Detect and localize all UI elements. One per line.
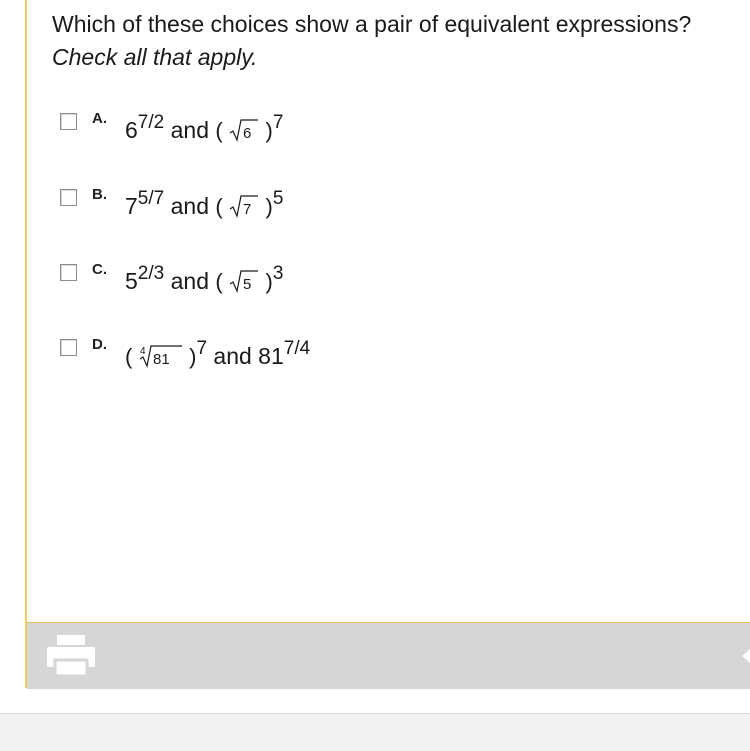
choice-b-expression: $7^{5/7}$ and ( 7 )$^5$ [125,188,284,219]
exponent: 7/4 [283,338,311,359]
question-text: Which of these choices show a pair of equivalent expressions? [52,11,692,37]
exponent: 7/2 [137,112,165,133]
choice-d-checkbox[interactable] [60,339,77,356]
choice-a-letter: A. [92,110,107,127]
outer-exponent: 3 [272,263,284,284]
conjunction: and [170,117,209,143]
question-prompt [52,8,692,74]
choice-c-expression: $5^{2/3}$ and ( 5 )$^3$ [125,263,284,294]
square-root [229,118,259,142]
choice-a-checkbox[interactable] [60,113,77,130]
conjunction: and [170,193,209,219]
outer-exponent: 7 [272,112,284,133]
bottom-bar [0,713,750,751]
choice-b-checkbox[interactable] [60,189,77,206]
exponent: 5/7 [137,188,165,209]
square-root [229,194,259,218]
toolbar [27,622,750,689]
fourth-root [139,344,183,368]
exponent: 2/3 [137,263,165,284]
question-instruction: Check all that apply. [52,44,258,70]
base: 81 [258,343,284,369]
base: 5 [125,268,138,294]
choice-d-expression: ( 4 81 )$^7$ and $81^{7/4}$ [125,338,311,369]
choice-c-letter: C. [92,261,107,278]
square-root [229,269,259,293]
root-index: 4 [139,345,146,357]
choice-a-expression: $6^{7/2}$ and ( 6 )$^7$ [125,112,284,143]
choice-d-letter: D. [92,336,107,353]
choice-c-checkbox[interactable] [60,264,77,281]
base: 7 [125,193,138,219]
radicand: 5 [243,275,252,293]
outer-exponent: 7 [196,338,208,359]
radicand: 6 [243,124,252,142]
base: 6 [125,117,138,143]
choice-b-letter: B. [92,186,107,203]
outer-exponent: 5 [272,188,284,209]
conjunction: and [213,343,252,369]
print-icon[interactable] [45,633,97,679]
radicand: 81 [152,350,170,368]
arrow-left-icon[interactable] [742,649,750,663]
radicand: 7 [243,200,252,218]
conjunction: and [170,268,209,294]
